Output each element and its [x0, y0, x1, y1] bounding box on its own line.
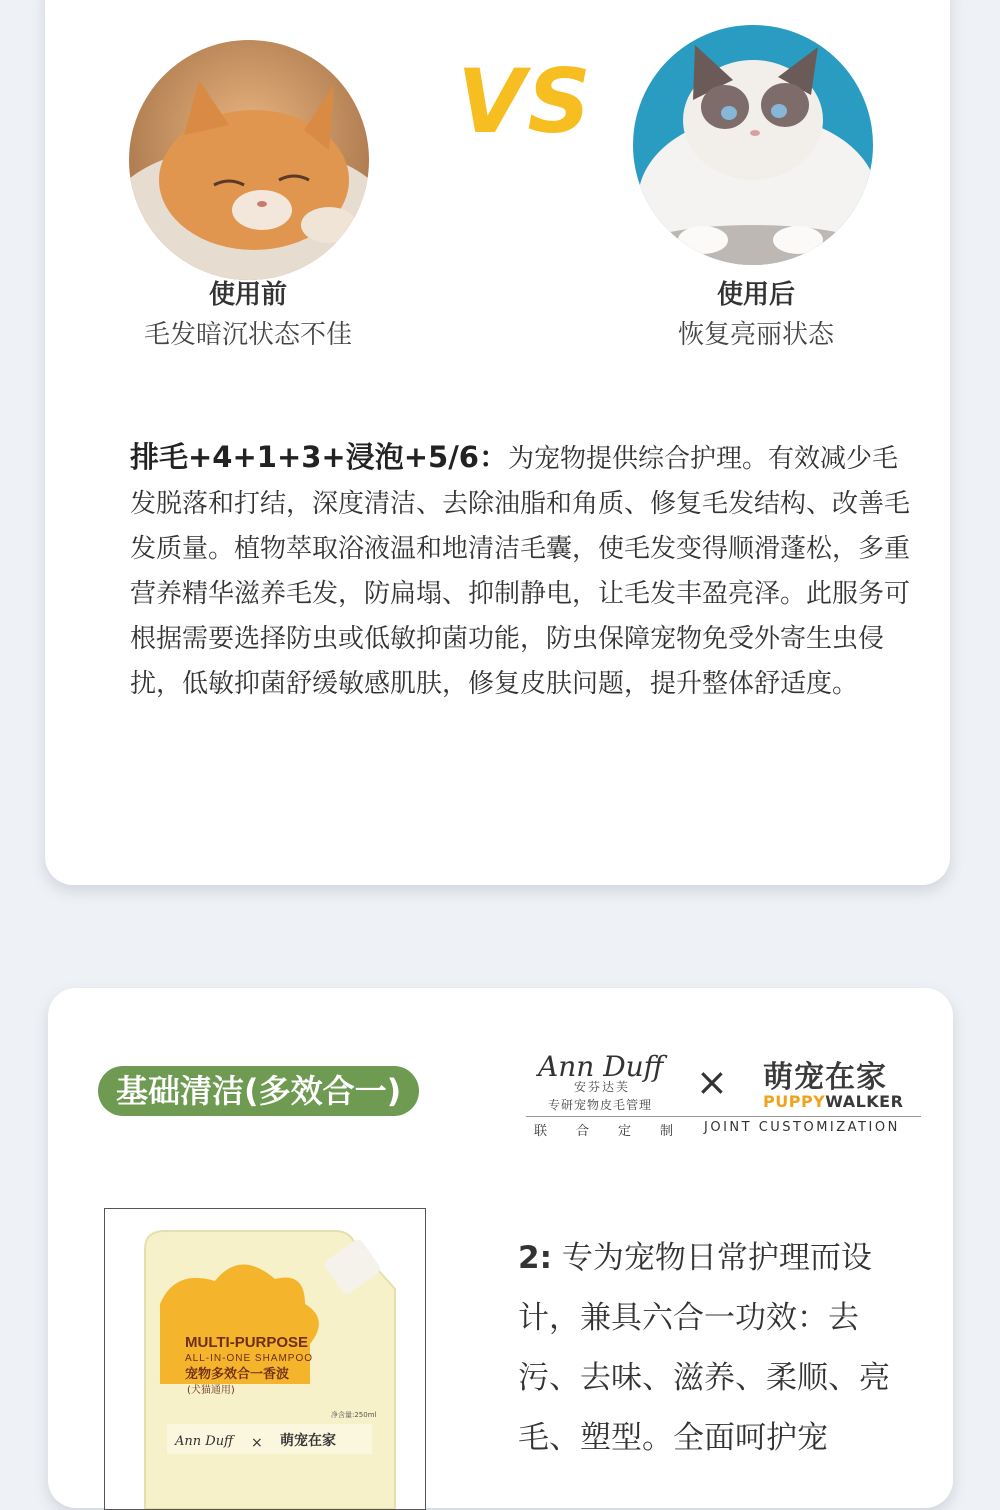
- product-description: [518, 1228, 908, 1468]
- product-image: [104, 1208, 426, 1510]
- collab-times-icon: ×: [696, 1060, 728, 1104]
- before-subtitle: 毛发暗沉状态不佳: [143, 320, 352, 350]
- walker-text: WALKER: [825, 1092, 904, 1111]
- vs-label: VS: [457, 50, 593, 153]
- annduff-chinese-name: 安芬达芙: [574, 1080, 631, 1094]
- product-net-content: 净含量:250ml: [331, 1411, 377, 1419]
- section-pill-label: 基础清洁(多效合一): [98, 1066, 419, 1116]
- service-lead: 排毛+4+1+3+浸泡+5/6：: [130, 440, 508, 474]
- after-subtitle: 恢复亮丽状态: [677, 320, 834, 350]
- brand-logo-block: [526, 1050, 926, 1140]
- brand-divider: [526, 1116, 921, 1117]
- puppywalker-english-logo: [763, 1092, 903, 1111]
- product-line1: MULTI-PURPOSE: [185, 1334, 309, 1351]
- before-caption: [88, 275, 408, 355]
- product-logo-times: ×: [251, 1435, 263, 1451]
- product-line4: (犬猫通用): [187, 1385, 235, 1396]
- joint-customization-en: JOINT CUSTOMIZATION: [704, 1120, 900, 1135]
- before-cat-photo: [129, 40, 369, 280]
- service-description: [130, 435, 910, 707]
- product-line2: ALL-IN-ONE SHAMPOO: [185, 1353, 314, 1364]
- puppy-text: PUPPY: [763, 1092, 826, 1111]
- before-title: 使用前: [208, 280, 287, 310]
- product-logo-right: 萌宠在家: [280, 1433, 336, 1449]
- comparison-card: [45, 0, 950, 885]
- after-title: 使用后: [716, 280, 795, 310]
- annduff-tagline: 专研宠物皮毛管理: [548, 1098, 653, 1112]
- product-line3: 宠物多效合一香波: [185, 1367, 290, 1382]
- joint-customization-cn: 联合定制: [534, 1124, 703, 1139]
- product-desc-text: 专为宠物日常护理而设计，兼具六合一功效：去污、去味、滋养、柔顺、亮毛、塑型。全面呵护宠: [518, 1240, 890, 1456]
- after-cat-photo: [633, 25, 873, 265]
- annduff-logo: Ann Duff: [538, 1050, 664, 1083]
- after-caption: [596, 275, 916, 355]
- service-text: 为宠物提供综合护理。有效减少毛发脱落和打结，深度清洁、去除油脂和角质、修复毛发结构、改善毛发质量。植物萃取浴液温和地清洁毛囊，使毛发变得顺滑蓬松，多重营养精华滋养毛发，防扁塌、抑制静电，让毛发丰盈亮泽。此服务可根据需要选择防虫或低敏抑菌功能，防虫保障宠物免受外寄生虫侵扰，低敏抑菌舒缓敏感肌肤，修复皮肤问题，提升整体舒适度。: [130, 444, 911, 699]
- product-card: [48, 988, 953, 1508]
- product-desc-lead: 2:: [518, 1240, 552, 1276]
- puppywalker-chinese-logo: 萌宠在家: [763, 1060, 887, 1095]
- product-logo-left: Ann Duff: [175, 1434, 234, 1449]
